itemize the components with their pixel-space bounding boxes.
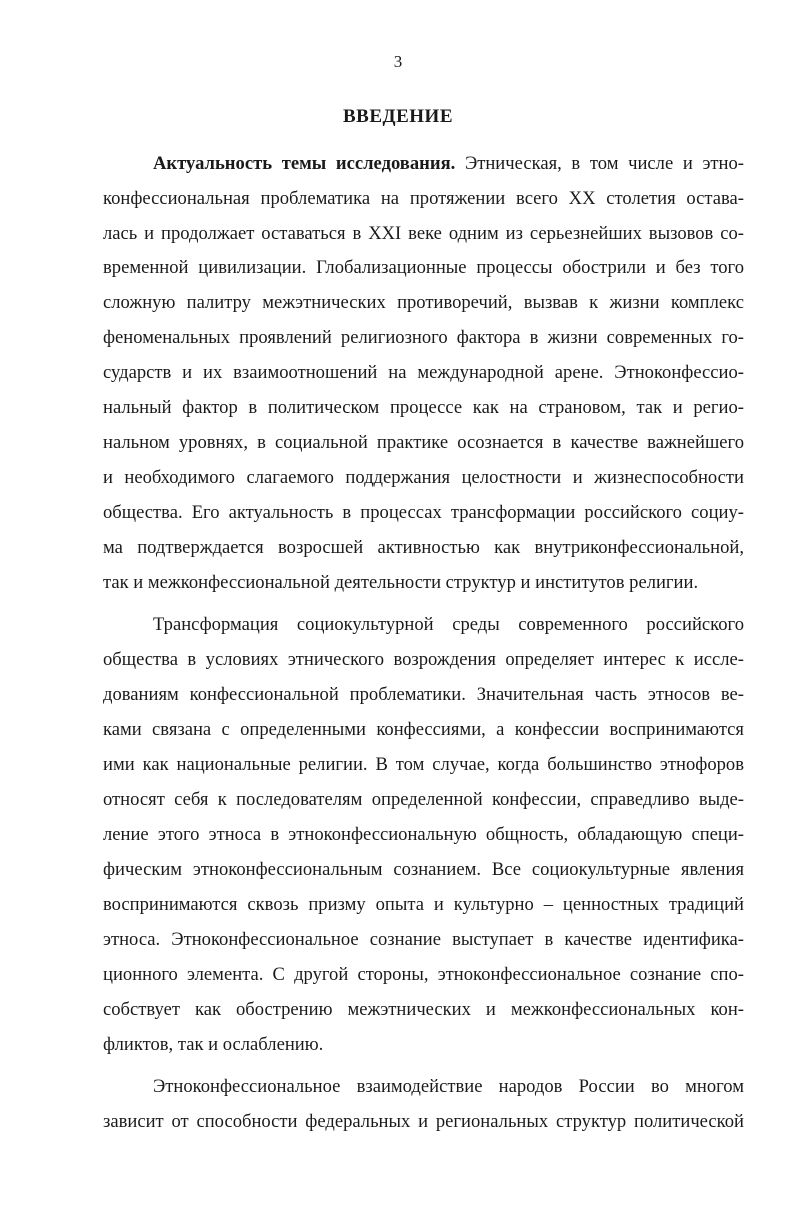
paragraph-1-line-11: общества. Его актуальность в процессах трансформации российского социу- bbox=[103, 502, 744, 523]
paragraph-2-line-6: относят себя к последователям определенной конфессии, справедливо выде- bbox=[103, 789, 744, 810]
paragraph-2-line-12: собствует как обострению межэтнических и межконфессиональных кон- bbox=[103, 999, 744, 1020]
paragraph-2-line-1: Трансформация социокультурной среды современного российского bbox=[153, 614, 744, 635]
paragraph-1-line-7: сударств и их взаимоотношений на международной арене. Этноконфессио- bbox=[103, 362, 744, 383]
paragraph-1-line-1: Актуальность темы исследования. Этническая, в том числе и этно- bbox=[153, 153, 744, 174]
paragraph-2-line-4: ками связана с определенными конфессиями, а конфессии воспринимаются bbox=[103, 719, 744, 740]
paragraph-1-line-2: конфессиональная проблематика на протяжении всего XX столетия остава- bbox=[103, 188, 744, 209]
paragraph-2-line-5: ими как национальные религии. В том случае, когда большинство этнофоров bbox=[103, 754, 744, 775]
paragraph-2-line-11: ционного элемента. С другой стороны, этноконфессиональное сознание спо- bbox=[103, 964, 744, 985]
paragraph-3-line-1: Этноконфессиональное взаимодействие народов России во многом bbox=[153, 1076, 744, 1097]
page-number: 3 bbox=[393, 52, 403, 71]
paragraph-2-line-10: этноса. Этноконфессиональное сознание выступает в качестве идентифика- bbox=[103, 929, 744, 950]
paragraph-1-line-4: временной цивилизации. Глобализационные процессы обострили и без того bbox=[103, 257, 744, 278]
paragraph-2-line-13: фликтов, так и ослаблению. bbox=[103, 1034, 324, 1055]
paragraph-1-line-13: так и межконфессиональной деятельности структур и институтов религии. bbox=[103, 572, 699, 593]
paragraph-1-line-6: феноменальных проявлений религиозного фактора в жизни современных го- bbox=[103, 327, 744, 348]
paragraph-1-line-10: и необходимого слагаемого поддержания целостности и жизнеспособности bbox=[103, 467, 744, 488]
paragraph-1-line-12: ма подтверждается возросшей активностью как внутриконфессиональной, bbox=[103, 537, 744, 558]
paragraph-2-line-7: ление этого этноса в этноконфессиональную общность, обладающую специ- bbox=[103, 824, 744, 845]
paragraph-1-line-9: нальном уровнях, в социальной практике осознается в качестве важнейшего bbox=[103, 432, 744, 453]
paragraph-3-line-2: зависит от способности федеральных и региональных структур политической bbox=[103, 1111, 744, 1132]
paragraph-2-line-9: воспринимаются сквозь призму опыта и культурно – ценностных традиций bbox=[103, 894, 744, 915]
paragraph-1-lead: Актуальность темы исследования. bbox=[153, 153, 456, 174]
paragraph-2-line-2: общества в условиях этнического возрождения определяет интерес к иссле- bbox=[103, 649, 744, 670]
paragraph-1-line-3: лась и продолжает оставаться в XXI веке одним из серьезнейших вызовов со- bbox=[103, 223, 744, 244]
section-heading: ВВЕДЕНИЕ bbox=[343, 106, 453, 127]
paragraph-1-line-5: сложную палитру межэтнических противоречий, вызвав к жизни комплекс bbox=[103, 292, 744, 313]
paragraph-2-line-3: дованиям конфессиональной проблематики. Значительная часть этносов ве- bbox=[103, 684, 744, 705]
paragraph-2-line-8: фическим этноконфессиональным сознанием. Все социокультурные явления bbox=[103, 859, 744, 880]
paragraph-1-line-8: нальный фактор в политическом процессе как на страновом, так и регио- bbox=[103, 397, 744, 418]
